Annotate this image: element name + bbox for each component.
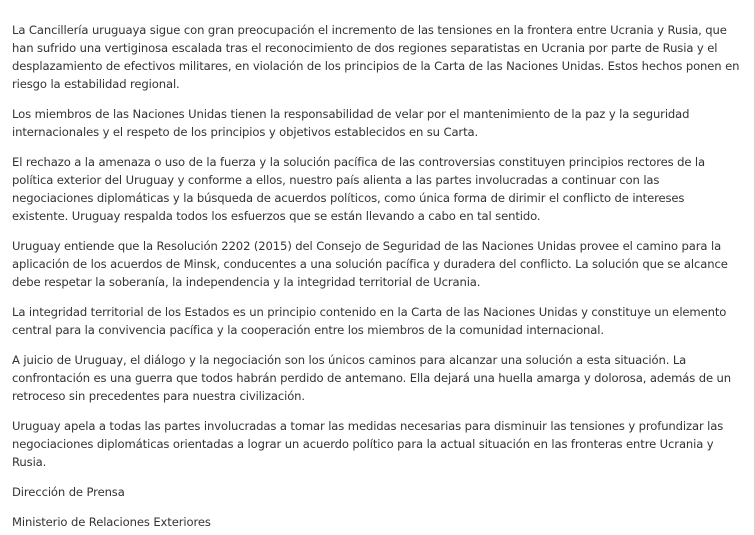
press-release-body — [12, 21, 742, 531]
paragraph-resolution-2202: Uruguay entiende que la Resolución 2202 (2015) del Consejo de Seguridad de las Naciones Unidas provee el camino para la aplicación de los acuerdos de Minsk, conducentes a una solución pacífica y duradera del conflicto. La solución que se alcance debe respetar la soberanía, la independencia y la integridad territorial de Ucrania. — [12, 239, 728, 289]
paragraph-dialogue: A juicio de Uruguay, el diálogo y la negociación son los únicos caminos para alcanzar una solución a esta situación. La confrontación es una guerra que todos habrán perdido de antemano. Ella dejará una huella amarga y dolorosa, además de un retroceso sin precedentes para nuestra civilización. — [12, 353, 731, 403]
paragraph-intro: La Cancillería uruguaya sigue con gran preocupación el incremento de las tensiones en la frontera entre Ucrania y Rusia, que han sufrido una vertiginosa escalada tras el reconocimiento de dos regiones separatistas en Ucrania por parte de Rusia y el desplazamiento de efectivos militares, en violación de los principios de la Carta de las Naciones Unidas. Estos hechos ponen en riesgo la estabilidad regional. — [12, 23, 740, 91]
signature-department: Dirección de Prensa — [12, 485, 125, 499]
paragraph-appeal: Uruguay apela a todas las partes involucradas a tomar las medidas necesarias para disminuir las tensiones y profundizar las negociaciones diplomáticas orientadas a lograr un acuerdo político para la actual situación en las fronteras entre Ucrania y Rusia. — [12, 419, 724, 469]
signature-ministry: Ministerio de Relaciones Exteriores — [12, 515, 211, 529]
paragraph-foreign-policy: El rechazo a la amenaza o uso de la fuerza y la solución pacífica de las controversias constituyen principios rectores de la política exterior del Uruguay y conforme a ellos, nuestro país alienta a las partes involucradas a continuar con las negociaciones diplomáticas y la búsqueda de acuerdos políticos, como única forma de dirimir el conflicto de intereses existente. Uruguay respalda todos los esfuerzos que se están llevando a cabo en tal sentido. — [12, 155, 706, 223]
paragraph-un-responsibility: Los miembros de las Naciones Unidas tienen la responsabilidad de velar por el mantenimiento de la paz y la seguridad internacionales y el respeto de los principios y objetivos establecidos en su Carta. — [12, 107, 690, 139]
paragraph-territorial-integrity: La integridad territorial de los Estados es un principio contenido en la Carta de las Naciones Unidas y constituye un elemento central para la convivencia pacífica y la cooperación entre los miembros de la comunidad internacional. — [12, 305, 727, 337]
